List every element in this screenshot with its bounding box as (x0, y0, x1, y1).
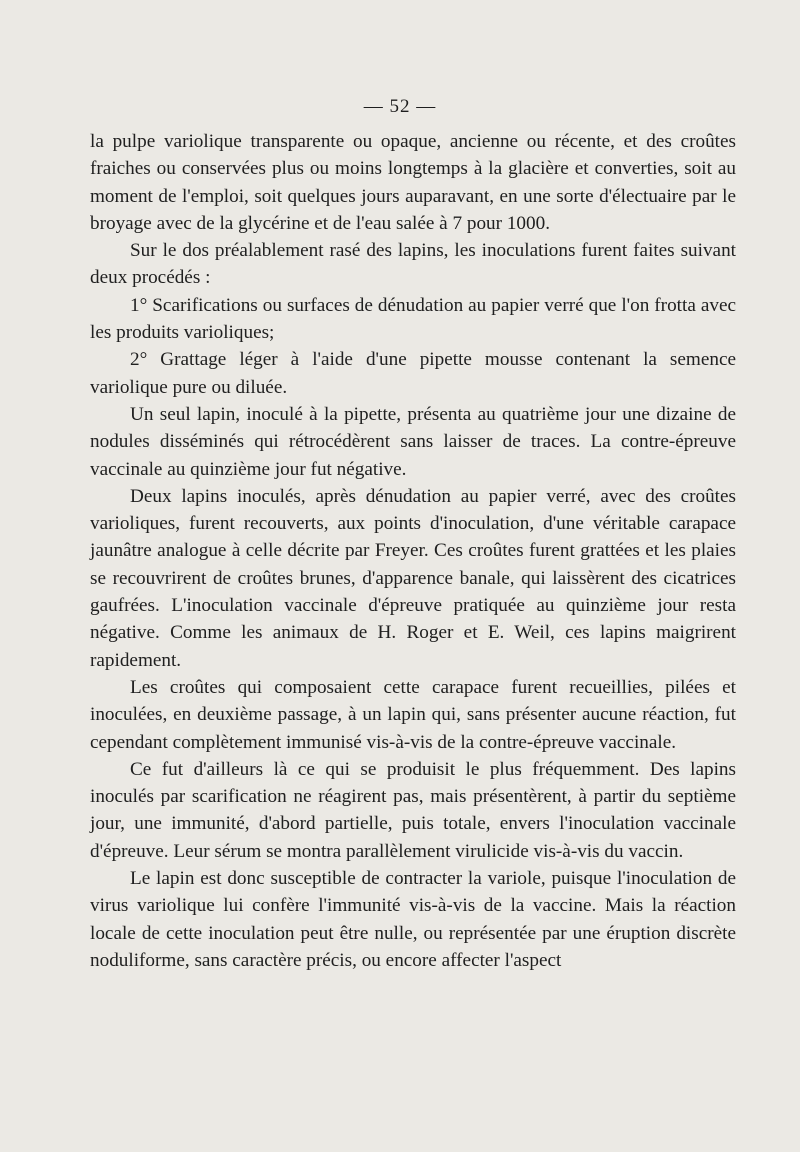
paragraph-conclusion: Le lapin est donc susceptible de contracter la variole, puisque l'inoculation de virus variolique lui confère l'immunité vis-à-vis de la vaccine. Mais la réaction locale de cette inoculation peut être nulle, ou représentée par une éruption discrète noduliforme, sans caractère précis, ou encore affecter l'aspect (90, 868, 736, 971)
paragraph-procedure-1: 1° Scarifications ou surfaces de dénudation au papier verré que l'on frotta avec les produits varioliques; (90, 294, 736, 344)
paragraph-pipette-result: Un seul lapin, inoculé à la pipette, présenta au quatrième jour une dizaine de nodules disséminés qui rétrocédèrent sans laisser de traces. La contre-épreuve vaccinale au quinzième jour fut négative. (90, 403, 736, 480)
paragraph-procedures-intro: Sur le dos préalablement rasé des lapins, les inoculations furent faites suivant deux procédés : (90, 240, 736, 289)
paragraph-continuation: la pulpe variolique transparente ou opaque, ancienne ou récente, et des croûtes fraiches ou conservées plus ou moins longtemps à la glacière et converties, soit au moment de l'emploi, soit quelques jours auparavant, en une sorte d'électuaire par le broyage avec de la glycérine et de l'eau salée à 7 pour 1000. (90, 131, 736, 234)
paragraph-two-rabbits: Deux lapins inoculés, après dénudation au papier verré, avec des croûtes varioliques, furent recouverts, aux points d'inoculation, d'une véritable carapace jaunâtre analogue à celle décrite par Freyer. Ces croûtes furent grattées et les plaies se recouvrirent de croûtes brunes, d'apparence banale, qui laissèrent des cicatrices gaufrées. L'inoculation vaccinale d'épreuve pratiquée au quinzième jour resta négative. Comme les animaux de H. Roger et E. Weil, ces lapins maigrirent rapidement. (90, 485, 736, 671)
body-text (90, 128, 736, 974)
page-number: — 52 — (363, 96, 437, 117)
paragraph-immunity: Ce fut d'ailleurs là ce qui se produisit le plus fréquemment. Des lapins inoculés par scarification ne réagirent pas, mais présentèrent, à partir du septième jour, une immunité, d'abord partielle, puis totale, envers l'inoculation vaccinale d'épreuve. Leur sérum se montra parallèlement virulicide vis-à-vis du vaccin. (90, 758, 736, 862)
paragraph-procedure-2: 2° Grattage léger à l'aide d'une pipette mousse contenant la semence variolique pure ou diluée. (90, 349, 736, 398)
paragraph-second-passage: Les croûtes qui composaient cette carapace furent recueillies, pilées et inoculées, en deuxième passage, à un lapin qui, sans présenter aucune réaction, fut cependant complètement immunisé vis-à-vis de la contre-épreuve vaccinale. (90, 676, 736, 753)
